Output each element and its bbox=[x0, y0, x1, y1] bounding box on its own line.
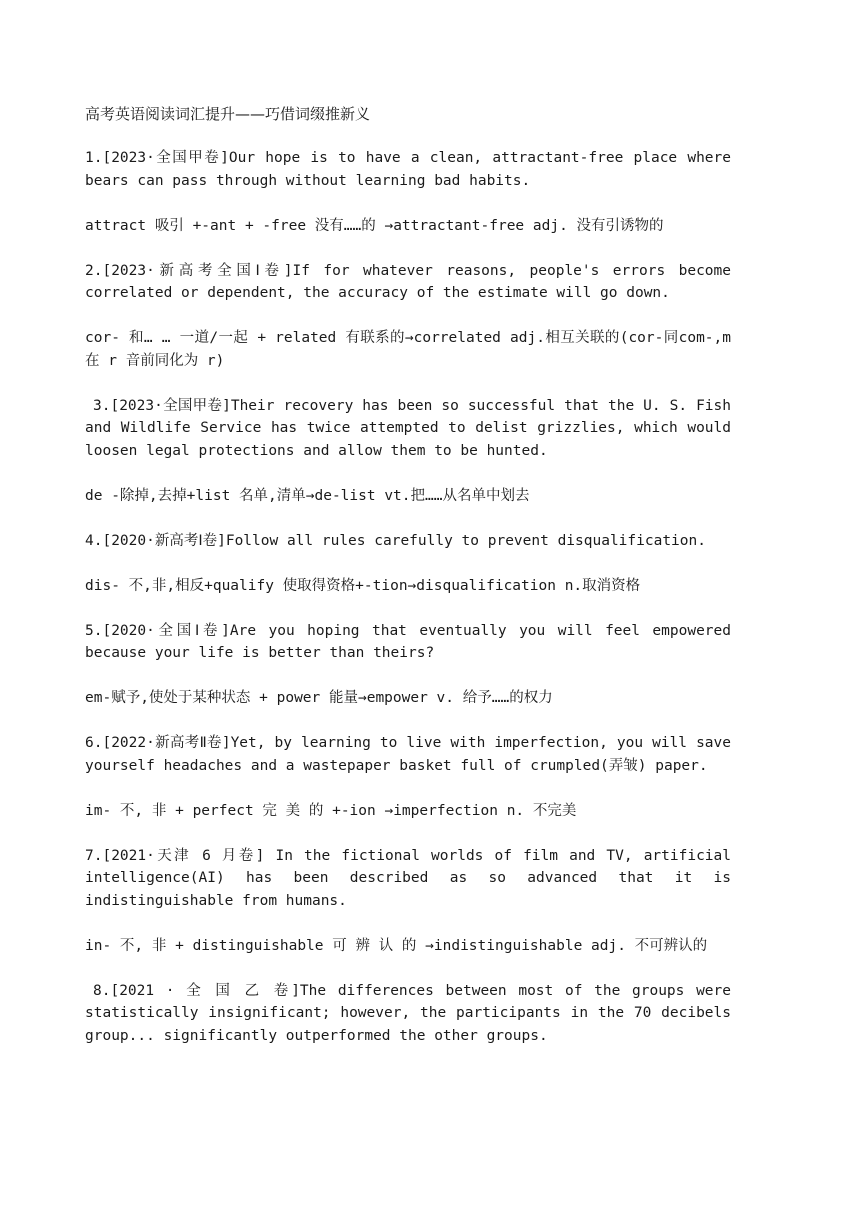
word-analysis-3: de -除掉,去掉+list 名单,清单→de-list vt.把……从名单中划去 bbox=[85, 487, 530, 504]
word-analysis-2: cor- 和… … 一道/一起 + related 有联系的→correlated adj.相互关联的(cor-同com-,m 在 r 音前同化为 r) bbox=[85, 330, 731, 369]
example-sentence-3: 3.[2023·全国甲卷]Their recovery has been so successful that the U. S. Fish and Wildlife Service has twice attempted to delist grizzlies, which would loosen legal protections and allow them to be hunted. bbox=[85, 397, 731, 459]
example-sentence-6: 6.[2022·新高考Ⅱ卷]Yet, by learning to live with imperfection, you will save yourself headaches and a wastepaper basket full of crumpled(弄皱) paper. bbox=[85, 735, 731, 774]
example-sentence-1: 1.[2023·全国甲卷]Our hope is to have a clean, attractant-free place where bears can pass through without learning bad habits. bbox=[85, 150, 731, 189]
document-page bbox=[85, 103, 731, 1070]
page-title: 高考英语阅读词汇提升——巧借词缀推新义 bbox=[85, 105, 371, 123]
example-sentence-4: 4.[2020·新高考Ⅰ卷]Follow all rules carefully to prevent disqualification. bbox=[85, 532, 706, 549]
word-analysis-6: im- 不, 非 + perfect 完 美 的 +-ion →imperfection n. 不完美 bbox=[85, 802, 577, 819]
example-sentence-2: 2.[2023·新高考全国Ⅰ卷]If for whatever reasons, people's errors become correlated or dependent, the accuracy of the estimate will go down. bbox=[85, 262, 731, 301]
example-sentence-7: 7.[2021·天津 6 月卷] In the fictional worlds of film and TV, artificial intelligence(AI) has been described as so advanced that it is indistinguishable from humans. bbox=[85, 847, 731, 909]
example-sentence-8: 8.[2021 · 全 国 乙 卷]The differences between most of the groups were statistically insignificant; however, the participants in the 70 decibels group... significantly outperformed the other groups. bbox=[85, 982, 731, 1044]
word-analysis-7: in- 不, 非 + distinguishable 可 辨 认 的 →indistinguishable adj. 不可辨认的 bbox=[85, 937, 708, 954]
word-analysis-4: dis- 不,非,相反+qualify 使取得资格+-tion→disqualification n.取消资格 bbox=[85, 577, 641, 594]
word-analysis-1: attract 吸引 +-ant + -free 没有……的 →attractant-free adj. 没有引诱物的 bbox=[85, 217, 664, 234]
word-analysis-5: em-赋予,使处于某种状态 + power 能量→empower v. 给予……的权力 bbox=[85, 690, 553, 706]
example-sentence-5: 5.[2020·全国Ⅰ卷]Are you hoping that eventually you will feel empowered because your life is better than theirs? bbox=[85, 622, 731, 661]
